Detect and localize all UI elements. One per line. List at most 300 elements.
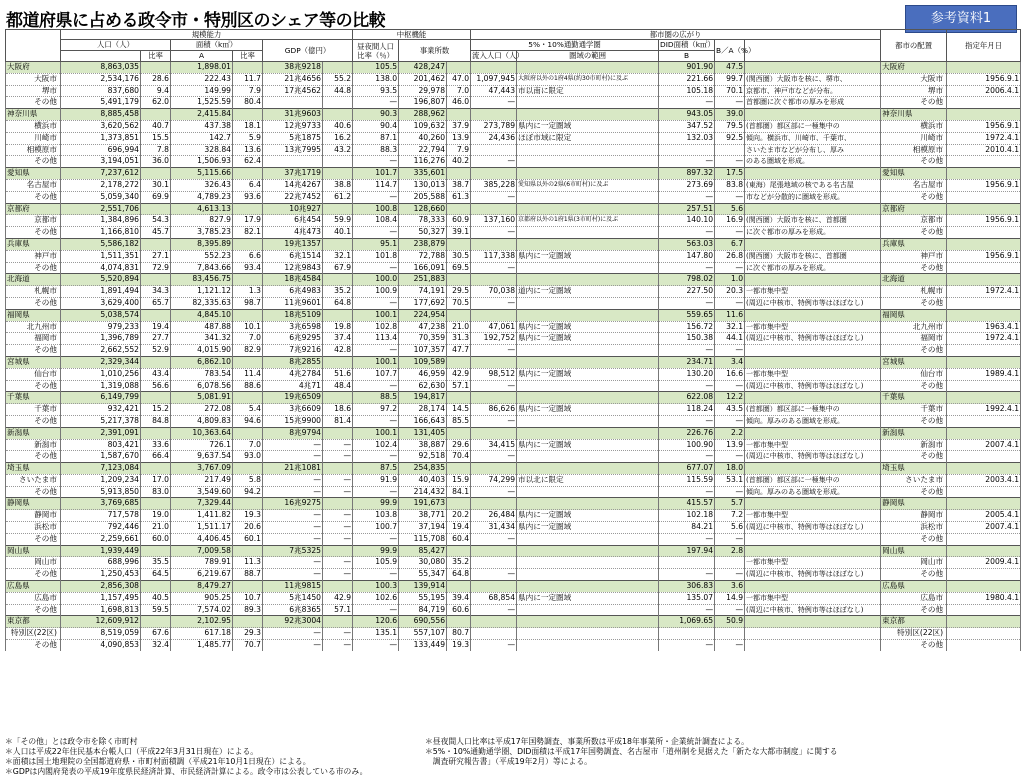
prefecture-row xyxy=(6,463,1021,475)
establishments-ratio-cell xyxy=(447,274,471,286)
row-name: 北海道 xyxy=(6,274,61,286)
population-ratio-cell xyxy=(141,203,171,215)
structure-city-cell: 福岡県 xyxy=(881,309,947,321)
prefecture-row xyxy=(6,498,1021,510)
structure-cell: のある圏域を形成。 xyxy=(745,156,881,168)
sphere-cell xyxy=(517,604,659,616)
sphere-cell xyxy=(517,62,659,74)
inflow-cell: — xyxy=(471,97,517,109)
daytime-ratio-cell: 108.4 xyxy=(353,215,399,227)
area-ratio-cell: 7.0 xyxy=(233,333,263,345)
structure-cell: 一都市集中型 xyxy=(745,321,881,333)
gdp-cell: 6兆8365 xyxy=(263,604,323,616)
designation-date-cell: 1956.9.1 xyxy=(947,215,1021,227)
designation-date-cell: 1992.4.1 xyxy=(947,404,1021,416)
area-cell: 341.32 xyxy=(171,333,233,345)
area-ratio-cell: 93.4 xyxy=(233,262,263,274)
gdp-ratio-cell xyxy=(323,545,353,557)
table-row xyxy=(6,286,1021,298)
prefecture-row xyxy=(6,62,1021,74)
population-ratio-cell xyxy=(141,498,171,510)
gdp-ratio-cell: — xyxy=(323,628,353,640)
population-ratio-cell: 34.3 xyxy=(141,286,171,298)
did-ratio-cell: 83.8 xyxy=(715,179,745,191)
establishments-ratio-cell xyxy=(447,581,471,593)
area-ratio-cell: 13.6 xyxy=(233,144,263,156)
structure-city-cell: 仙台市 xyxy=(881,368,947,380)
area-ratio-cell: 11.4 xyxy=(233,368,263,380)
structure-city-cell: その他 xyxy=(881,156,947,168)
gdp-cell: 92兆3004 xyxy=(263,616,323,628)
did-ratio-cell: 2.8 xyxy=(715,545,745,557)
establishments-cell: 214,432 xyxy=(399,486,447,498)
population-cell: 8,863,035 xyxy=(61,62,141,74)
area-cell: 7,574.02 xyxy=(171,604,233,616)
designation-date-cell: 1972.4.1 xyxy=(947,132,1021,144)
population-ratio-cell: 40.7 xyxy=(141,120,171,132)
did-area-cell: 100.90 xyxy=(659,439,715,451)
gdp-cell: 6兆4983 xyxy=(263,286,323,298)
daytime-ratio-cell: 97.2 xyxy=(353,404,399,416)
area-cell: 1,898.01 xyxy=(171,62,233,74)
sphere-cell: 県内に一定圏域 xyxy=(517,368,659,380)
did-area-cell: 118.24 xyxy=(659,404,715,416)
population-cell: 2,391,091 xyxy=(61,427,141,439)
area-cell: 222.43 xyxy=(171,73,233,85)
sphere-cell xyxy=(517,203,659,215)
gdp-cell: — xyxy=(263,628,323,640)
establishments-ratio-cell: 15.9 xyxy=(447,474,471,486)
gdp-cell: 11兆9601 xyxy=(263,297,323,309)
sphere-cell: 京都府以外の1府1県(3市町村)に及ぶ xyxy=(517,215,659,227)
area-ratio-cell: 98.7 xyxy=(233,297,263,309)
daytime-ratio-cell: 102.6 xyxy=(353,592,399,604)
structure-cell xyxy=(745,274,881,286)
area-cell: 617.18 xyxy=(171,628,233,640)
structure-city-cell: その他 xyxy=(881,640,947,651)
daytime-ratio-cell: 88.5 xyxy=(353,392,399,404)
designation-date-cell xyxy=(947,415,1021,427)
gdp-cell: 3兆6598 xyxy=(263,321,323,333)
table-row xyxy=(6,451,1021,463)
daytime-ratio-cell: 87.5 xyxy=(353,463,399,475)
did-ratio-cell: 26.8 xyxy=(715,250,745,262)
structure-city-cell: 愛知県 xyxy=(881,168,947,180)
gdp-ratio-cell xyxy=(323,309,353,321)
area-cell: 6,078.56 xyxy=(171,380,233,392)
prefecture-row xyxy=(6,392,1021,404)
establishments-cell: 30,080 xyxy=(399,557,447,569)
gdp-cell: 5兆1450 xyxy=(263,592,323,604)
designation-date-cell xyxy=(947,168,1021,180)
establishments-ratio-cell: 29.5 xyxy=(447,286,471,298)
population-ratio-cell: 72.9 xyxy=(141,262,171,274)
row-name: 浜松市 xyxy=(6,522,61,534)
did-area-cell: 105.18 xyxy=(659,85,715,97)
gdp-ratio-cell: — xyxy=(323,640,353,651)
population-ratio-cell: 30.1 xyxy=(141,179,171,191)
population-ratio-cell: 32.4 xyxy=(141,640,171,651)
area-cell: 326.43 xyxy=(171,179,233,191)
row-name: 相模原市 xyxy=(6,144,61,156)
area-cell: 1,525.59 xyxy=(171,97,233,109)
population-cell: 5,217,378 xyxy=(61,415,141,427)
daytime-ratio-cell: — xyxy=(353,569,399,581)
structure-city-cell: 宮城県 xyxy=(881,356,947,368)
area-ratio-cell: 29.3 xyxy=(233,628,263,640)
area-ratio-cell: 20.6 xyxy=(233,522,263,534)
establishments-ratio-cell: 47.7 xyxy=(447,345,471,357)
daytime-ratio-cell: — xyxy=(353,380,399,392)
table-row xyxy=(6,404,1021,416)
establishments-ratio-cell: 60.9 xyxy=(447,215,471,227)
daytime-ratio-cell: — xyxy=(353,297,399,309)
did-ratio-cell: 5.7 xyxy=(715,498,745,510)
sphere-cell xyxy=(517,451,659,463)
header-structure: 都市の配置 xyxy=(881,30,947,62)
structure-cell: (首都圏）都区部に一極集中の xyxy=(745,474,881,486)
population-cell: 1,250,453 xyxy=(61,569,141,581)
table-row xyxy=(6,592,1021,604)
gdp-cell: 8兆2855 xyxy=(263,356,323,368)
did-area-cell: 306.83 xyxy=(659,581,715,593)
did-ratio-cell xyxy=(715,628,745,640)
note-line: ＊昼夜間人口比率は平成17年国勢調査、事業所数は平成18年事業所・企業統計調査による。 xyxy=(425,737,749,746)
row-name: 大阪市 xyxy=(6,73,61,85)
did-ratio-cell: — xyxy=(715,97,745,109)
structure-cell: 傾向。厚みのある圏域を形成。 xyxy=(745,415,881,427)
daytime-ratio-cell: — xyxy=(353,640,399,651)
population-ratio-cell: 35.5 xyxy=(141,557,171,569)
table-row xyxy=(6,179,1021,191)
area-ratio-cell xyxy=(233,203,263,215)
sphere-cell xyxy=(517,427,659,439)
population-cell: 5,520,894 xyxy=(61,274,141,286)
area-ratio-cell: 19.3 xyxy=(233,510,263,522)
page-title: 都道府県に占める政令市・特別区のシェア等の比較 xyxy=(6,11,386,31)
area-cell: 83,456.75 xyxy=(171,274,233,286)
daytime-ratio-cell: 102.4 xyxy=(353,439,399,451)
area-ratio-cell xyxy=(233,427,263,439)
establishments-cell: 84,719 xyxy=(399,604,447,616)
population-cell: 803,421 xyxy=(61,439,141,451)
gdp-cell: 10兆927 xyxy=(263,203,323,215)
population-ratio-cell xyxy=(141,274,171,286)
structure-cell xyxy=(745,427,881,439)
designation-date-cell xyxy=(947,486,1021,498)
population-ratio-cell xyxy=(141,463,171,475)
establishments-ratio-cell: 29.6 xyxy=(447,439,471,451)
structure-city-cell: その他 xyxy=(881,533,947,545)
population-cell: 1,373,851 xyxy=(61,132,141,144)
structure-cell xyxy=(745,109,881,121)
structure-cell: 一都市集中型 xyxy=(745,439,881,451)
did-area-cell: — xyxy=(659,191,715,203)
structure-cell: 一都市集中型 xyxy=(745,368,881,380)
area-cell: 905.25 xyxy=(171,592,233,604)
designation-date-cell: 2007.4.1 xyxy=(947,439,1021,451)
table-row xyxy=(6,250,1021,262)
table-row xyxy=(6,321,1021,333)
did-area-cell: 140.10 xyxy=(659,215,715,227)
population-cell: 2,259,661 xyxy=(61,533,141,545)
population-ratio-cell: 43.4 xyxy=(141,368,171,380)
designation-date-cell: 1963.4.1 xyxy=(947,321,1021,333)
area-cell: 2,102.95 xyxy=(171,616,233,628)
daytime-ratio-cell: 100.1 xyxy=(353,309,399,321)
row-name: 北九州市 xyxy=(6,321,61,333)
area-ratio-cell: 1.3 xyxy=(233,286,263,298)
inflow-cell: 26,484 xyxy=(471,510,517,522)
establishments-cell: 224,954 xyxy=(399,309,447,321)
designation-date-cell xyxy=(947,297,1021,309)
structure-city-cell: 岡山市 xyxy=(881,557,947,569)
population-cell: 1,384,896 xyxy=(61,215,141,227)
daytime-ratio-cell: 105.5 xyxy=(353,62,399,74)
notes-right xyxy=(425,737,838,767)
did-area-cell: 130.20 xyxy=(659,368,715,380)
table-row xyxy=(6,120,1021,132)
population-cell: 1,939,449 xyxy=(61,545,141,557)
population-cell: 2,856,308 xyxy=(61,581,141,593)
structure-city-cell: 新潟市 xyxy=(881,439,947,451)
designation-date-cell xyxy=(947,604,1021,616)
header-ba: B／A（%） xyxy=(715,40,745,62)
establishments-cell: 139,914 xyxy=(399,581,447,593)
structure-city-cell: 川崎市 xyxy=(881,132,947,144)
establishments-cell: 116,276 xyxy=(399,156,447,168)
area-cell: 1,121.12 xyxy=(171,286,233,298)
sphere-cell xyxy=(517,581,659,593)
did-area-cell: 257.51 xyxy=(659,203,715,215)
did-area-cell: 84.21 xyxy=(659,522,715,534)
sphere-cell xyxy=(517,97,659,109)
header-area-letter: A xyxy=(171,51,233,62)
row-name: 仙台市 xyxy=(6,368,61,380)
structure-cell: (周辺に中核市、特例市等はほぼなし) xyxy=(745,451,881,463)
header-blank-pop xyxy=(61,51,141,62)
establishments-ratio-cell: 70.5 xyxy=(447,297,471,309)
area-cell: 827.9 xyxy=(171,215,233,227)
population-cell: 4,074,831 xyxy=(61,262,141,274)
structure-cell xyxy=(745,640,881,651)
population-cell: 1,698,813 xyxy=(61,604,141,616)
structure-cell xyxy=(745,498,881,510)
did-ratio-cell: 7.2 xyxy=(715,510,745,522)
did-area-cell: — xyxy=(659,415,715,427)
inflow-cell: — xyxy=(471,345,517,357)
structure-cell: (周辺に中核市、特例市等はほぼなし) xyxy=(745,604,881,616)
row-name: その他 xyxy=(6,345,61,357)
establishments-ratio-cell: 30.5 xyxy=(447,250,471,262)
table-row xyxy=(6,604,1021,616)
gdp-cell: 18兆4584 xyxy=(263,274,323,286)
sphere-cell xyxy=(517,345,659,357)
establishments-cell: 251,883 xyxy=(399,274,447,286)
designation-date-cell: 1972.4.1 xyxy=(947,333,1021,345)
daytime-ratio-cell: 100.0 xyxy=(353,274,399,286)
population-ratio-cell: 69.9 xyxy=(141,191,171,203)
area-cell: 217.49 xyxy=(171,474,233,486)
header-did-letter: B xyxy=(659,51,715,62)
population-ratio-cell: 27.7 xyxy=(141,333,171,345)
structure-cell: 市などが分散的に圏域を形成。 xyxy=(745,191,881,203)
establishments-cell: 78,333 xyxy=(399,215,447,227)
prefecture-row xyxy=(6,309,1021,321)
population-cell: 2,329,344 xyxy=(61,356,141,368)
prefecture-row xyxy=(6,616,1021,628)
population-ratio-cell: 60.0 xyxy=(141,533,171,545)
population-cell: 717,578 xyxy=(61,510,141,522)
daytime-ratio-cell: 120.6 xyxy=(353,616,399,628)
establishments-cell: 288,962 xyxy=(399,109,447,121)
area-ratio-cell xyxy=(233,463,263,475)
daytime-ratio-cell: 100.9 xyxy=(353,286,399,298)
area-ratio-cell xyxy=(233,168,263,180)
table-row xyxy=(6,85,1021,97)
population-cell: 5,586,182 xyxy=(61,238,141,250)
establishments-cell: 74,191 xyxy=(399,286,447,298)
structure-cell xyxy=(745,62,881,74)
inflow-cell xyxy=(471,392,517,404)
structure-city-cell: 札幌市 xyxy=(881,286,947,298)
structure-cell xyxy=(745,203,881,215)
did-ratio-cell: 99.7 xyxy=(715,73,745,85)
population-cell: 696,994 xyxy=(61,144,141,156)
sphere-cell xyxy=(517,569,659,581)
header-designation: 指定年月日 xyxy=(947,30,1021,62)
sphere-cell xyxy=(517,533,659,545)
population-cell: 792,446 xyxy=(61,522,141,534)
did-ratio-cell: — xyxy=(715,533,745,545)
gdp-cell: 7兆9216 xyxy=(263,345,323,357)
structure-cell: 傾向。厚みのある圏域を形成。 xyxy=(745,486,881,498)
area-ratio-cell xyxy=(233,309,263,321)
establishments-ratio-cell: 37.9 xyxy=(447,120,471,132)
did-ratio-cell: 3.6 xyxy=(715,581,745,593)
establishments-ratio-cell: 7.0 xyxy=(447,85,471,97)
area-ratio-cell: 11.3 xyxy=(233,557,263,569)
inflow-cell: 86,626 xyxy=(471,404,517,416)
area-ratio-cell: 62.4 xyxy=(233,156,263,168)
table-row xyxy=(6,415,1021,427)
inflow-cell xyxy=(471,309,517,321)
population-cell: 5,059,340 xyxy=(61,191,141,203)
gdp-cell xyxy=(263,97,323,109)
population-cell: 12,609,912 xyxy=(61,616,141,628)
gdp-ratio-cell xyxy=(323,392,353,404)
row-name: 福岡市 xyxy=(6,333,61,345)
structure-city-cell: その他 xyxy=(881,345,947,357)
gdp-ratio-cell: 35.2 xyxy=(323,286,353,298)
row-name: 名古屋市 xyxy=(6,179,61,191)
row-name: 新潟市 xyxy=(6,439,61,451)
header-daytime: 昼夜間人口比率（％） xyxy=(353,40,399,62)
did-ratio-cell: 1.0 xyxy=(715,274,745,286)
establishments-cell: 29,978 xyxy=(399,85,447,97)
table-row xyxy=(6,262,1021,274)
sphere-cell xyxy=(517,392,659,404)
population-cell: 1,010,256 xyxy=(61,368,141,380)
area-ratio-cell xyxy=(233,581,263,593)
establishments-ratio-cell xyxy=(447,168,471,180)
inflow-cell xyxy=(471,203,517,215)
sphere-cell xyxy=(517,640,659,651)
inflow-cell xyxy=(471,109,517,121)
sphere-cell: 県内に一定圏域 xyxy=(517,250,659,262)
gdp-cell: 5兆1875 xyxy=(263,132,323,144)
structure-cell: (周辺に中核市、特例市等はほぼなし) xyxy=(745,380,881,392)
table-row xyxy=(6,156,1021,168)
gdp-cell: 38兆9218 xyxy=(263,62,323,74)
structure-city-cell: 新潟県 xyxy=(881,427,947,439)
did-area-cell: 147.80 xyxy=(659,250,715,262)
inflow-cell xyxy=(471,463,517,475)
population-ratio-cell xyxy=(141,168,171,180)
did-ratio-cell: 2.2 xyxy=(715,427,745,439)
designation-date-cell xyxy=(947,356,1021,368)
gdp-cell: 18兆5109 xyxy=(263,309,323,321)
did-ratio-cell: — xyxy=(715,415,745,427)
daytime-ratio-cell: — xyxy=(353,156,399,168)
designation-date-cell xyxy=(947,628,1021,640)
population-ratio-cell: 15.5 xyxy=(141,132,171,144)
structure-cell xyxy=(745,168,881,180)
header-sphere: 圏域の範囲 xyxy=(517,51,659,62)
did-area-cell: 197.94 xyxy=(659,545,715,557)
population-ratio-cell: 67.6 xyxy=(141,628,171,640)
area-cell: 4,613.13 xyxy=(171,203,233,215)
prefecture-row xyxy=(6,356,1021,368)
structure-cell xyxy=(745,628,881,640)
establishments-ratio-cell: 60.4 xyxy=(447,533,471,545)
establishments-ratio-cell: 64.8 xyxy=(447,569,471,581)
area-cell: 4,809.83 xyxy=(171,415,233,427)
table-row xyxy=(6,380,1021,392)
gdp-cell: 21兆1081 xyxy=(263,463,323,475)
area-cell: 4,789.23 xyxy=(171,191,233,203)
establishments-cell: 40,403 xyxy=(399,474,447,486)
population-ratio-cell xyxy=(141,62,171,74)
table-row xyxy=(6,191,1021,203)
row-name: 福岡県 xyxy=(6,309,61,321)
gdp-cell: 4兆473 xyxy=(263,227,323,239)
population-ratio-cell: 62.0 xyxy=(141,97,171,109)
daytime-ratio-cell: 90.4 xyxy=(353,120,399,132)
daytime-ratio-cell: 91.9 xyxy=(353,474,399,486)
establishments-cell: 55,347 xyxy=(399,569,447,581)
structure-cell: 一都市集中型 xyxy=(745,286,881,298)
population-ratio-cell xyxy=(141,427,171,439)
gdp-ratio-cell: 61.2 xyxy=(323,191,353,203)
daytime-ratio-cell: 101.8 xyxy=(353,250,399,262)
sphere-cell: 道内に一定圏域 xyxy=(517,286,659,298)
did-area-cell: 347.52 xyxy=(659,120,715,132)
population-ratio-cell xyxy=(141,545,171,557)
daytime-ratio-cell: 105.9 xyxy=(353,557,399,569)
population-cell: 7,237,612 xyxy=(61,168,141,180)
inflow-cell: 137,160 xyxy=(471,215,517,227)
sphere-cell: 大阪府以外の1府4県(約30市町村)に及ぶ xyxy=(517,73,659,85)
establishments-cell: 50,327 xyxy=(399,227,447,239)
structure-city-cell: 北九州市 xyxy=(881,321,947,333)
structure-city-cell: 静岡市 xyxy=(881,510,947,522)
inflow-cell: — xyxy=(471,604,517,616)
did-area-cell: 563.03 xyxy=(659,238,715,250)
area-ratio-cell: 11.7 xyxy=(233,73,263,85)
inflow-cell: 117,338 xyxy=(471,250,517,262)
population-cell: 3,194,051 xyxy=(61,156,141,168)
